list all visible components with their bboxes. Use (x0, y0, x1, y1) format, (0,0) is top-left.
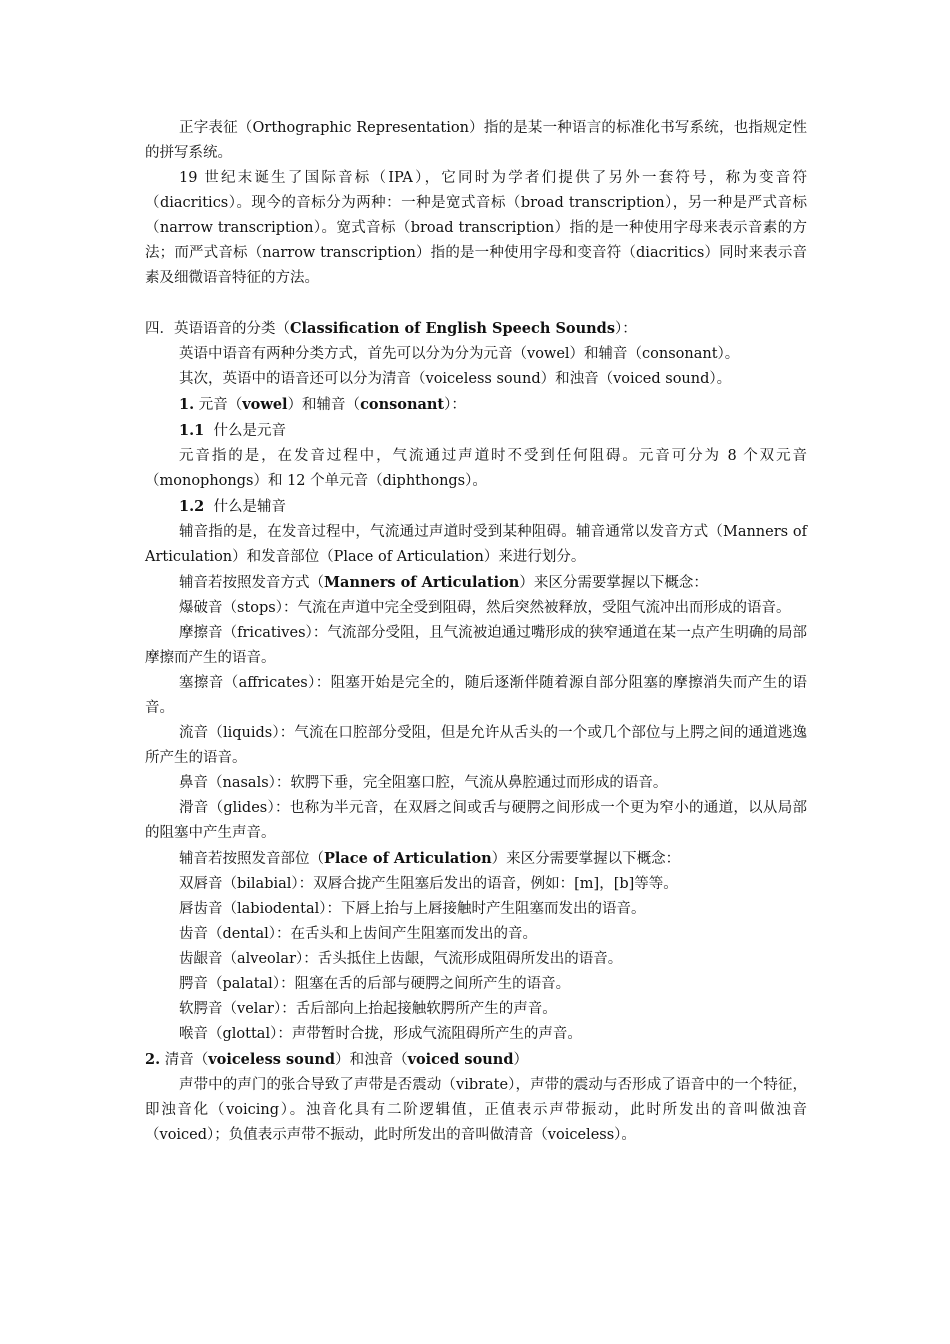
subheading-number: 2. (145, 1051, 161, 1068)
bold-term: Place of Articulation (324, 850, 492, 867)
spacer (145, 291, 807, 316)
section-heading-classification (145, 316, 807, 342)
paragraph-vowel: 元音指的是，在发音过程中，气流通过声道时不受到任何阻碍。元音可分为 8 个双元音（monophongs）和 12 个单元音（diphthongs）。 (145, 448, 807, 489)
paragraph-glides: 滑音（glides）：也称为半元音，在双唇之间或舌与硬腭之间形成一个更为窄小的通道，以从局部的阻塞中产生声音。 (145, 800, 807, 841)
paragraph-dental: 齿音（dental）：在舌头和上齿间产生阻塞而发出的音。 (179, 926, 538, 942)
subheading-number: 1. (179, 396, 195, 413)
bold-term: Manners of Articulation (324, 574, 520, 591)
subheading-text: 元音（ (194, 397, 243, 413)
paragraph-stops: 爆破音（stops）：气流在声道中完全受到阻碍，然后突然被释放，受阻气流冲出而形成的语音。 (179, 600, 791, 616)
subheading-text: 什么是辅音 (204, 499, 286, 515)
paragraph-affricates: 塞擦音（affricates）：阻塞开始是完全的，随后逐渐伴随着源自部分阻塞的摩擦消失而产生的语音。 (145, 675, 807, 716)
paragraph-place-intro (145, 846, 807, 872)
heading-suffix: ）： (614, 321, 637, 337)
subheading-text: 什么是元音 (204, 423, 286, 439)
heading-prefix: 四．英语语音的分类（ (145, 321, 290, 337)
paragraph-velar: 软腭音（velar）：舌后部向上抬起接触软腭所产生的声音。 (179, 1001, 557, 1017)
paragraph-vocal-cords: 声带中的声门的张合导致了声带是否震动（vibrate），声带的震动与否形成了语音中的一个特征，即浊音化（voicing）。浊音化具有二阶逻辑值，正值表示声带振动，此时所发出的音叫做浊音（voiced）；负值表示声带不振动，此时所发出的音叫做清音（voiceless）。 (145, 1077, 807, 1143)
subheading-bold: vowel (242, 396, 288, 413)
paragraph-fricatives: 摩擦音（fricatives）：气流部分受阻，且气流被迫通过嘴形成的狭窄通道在某一点产生明确的局部摩擦而产生的语音。 (145, 625, 807, 666)
subheading-voiceless-voiced (145, 1047, 807, 1073)
subheading-bold: voiceless sound (208, 1051, 336, 1068)
paragraph-palatal: 腭音（palatal）：阻塞在舌的后部与硬腭之间所产生的语音。 (179, 976, 571, 992)
text: 辅音若按照发音方式（ (179, 575, 324, 591)
paragraph-labiodental: 唇齿音（labiodental）：下唇上抬与上唇接触时产生阻塞而发出的语音。 (179, 901, 646, 917)
subheading-vowel-consonant (145, 392, 807, 418)
text: ）来区分需要掌握以下概念： (519, 575, 708, 591)
paragraph-liquids: 流音（liquids）：气流在口腔部分受阻，但是允许从舌头的一个或几个部位与上腭之间的通道逃逸所产生的语音。 (145, 725, 807, 766)
subheading-what-is-consonant (145, 494, 807, 520)
text: 辅音若按照发音部位（ (179, 851, 324, 867)
document-body (145, 116, 807, 1148)
subheading-text: ） (513, 1052, 528, 1068)
text: ）来区分需要掌握以下概念： (491, 851, 681, 867)
paragraph-nasals: 鼻音（nasals）：软腭下垂，完全阻塞口腔，气流从鼻腔通过而形成的语音。 (179, 775, 668, 791)
subheading-text: ）： (444, 397, 466, 413)
subheading-bold: consonant (360, 396, 445, 413)
paragraph-second-way: 其次，英语中的语音还可以分为清音（voiceless sound）和浊音（voiced sound）。 (179, 371, 732, 387)
subheading-number: 1.2 (179, 498, 205, 515)
paragraph-consonant: 辅音指的是，在发音过程中，气流通过声道时受到某种阻碍。辅音通常以发音方式（Manners of Articulation）和发音部位（Place of Articulation）来进行划分。 (145, 524, 807, 565)
paragraph-bilabial: 双唇音（bilabial）：双唇合拢产生阻塞后发出的语音，例如：[m]，[b]等等。 (179, 876, 678, 892)
paragraph-alveolar: 齿龈音（alveolar）：舌头抵住上齿龈，气流形成阻碍所发出的语音。 (179, 951, 623, 967)
subheading-what-is-vowel (145, 418, 807, 444)
paragraph-manners-intro (145, 570, 807, 596)
paragraph-ipa: 19 世纪末诞生了国际音标（IPA），它同时为学者们提供了另外一套符号，称为变音符（diacritics）。现今的音标分为两种：一种是宽式音标（broad transcription），另一种是严式音标（narrow transcription）。宽式音标（broad transcription）指的是一种使用字母来表示音素的方法；而严式音标（narrow transcription）指的是一种使用字母和变音符（diacritics）同时来表示音素及细微语音特征的方法。 (145, 170, 807, 286)
subheading-bold: voiced sound (407, 1051, 514, 1068)
paragraph-two-ways: 英语中语音有两种分类方式，首先可以分为分为元音（vowel）和辅音（consonant）。 (179, 346, 740, 362)
subheading-text: ）和浊音（ (335, 1052, 408, 1068)
paragraph-orthographic: 正字表征（Orthographic Representation）指的是某一种语言的标准化书写系统，也指规定性的拼写系统。 (145, 120, 807, 161)
subheading-number: 1.1 (179, 422, 205, 439)
subheading-text: 清音（ (160, 1052, 209, 1068)
paragraph-glottal: 喉音（glottal）：声带暂时合拢，形成气流阻碍所产生的声音。 (179, 1026, 582, 1042)
heading-bold: Classification of English Speech Sounds (290, 320, 615, 337)
subheading-text: ）和辅音（ (287, 397, 361, 413)
